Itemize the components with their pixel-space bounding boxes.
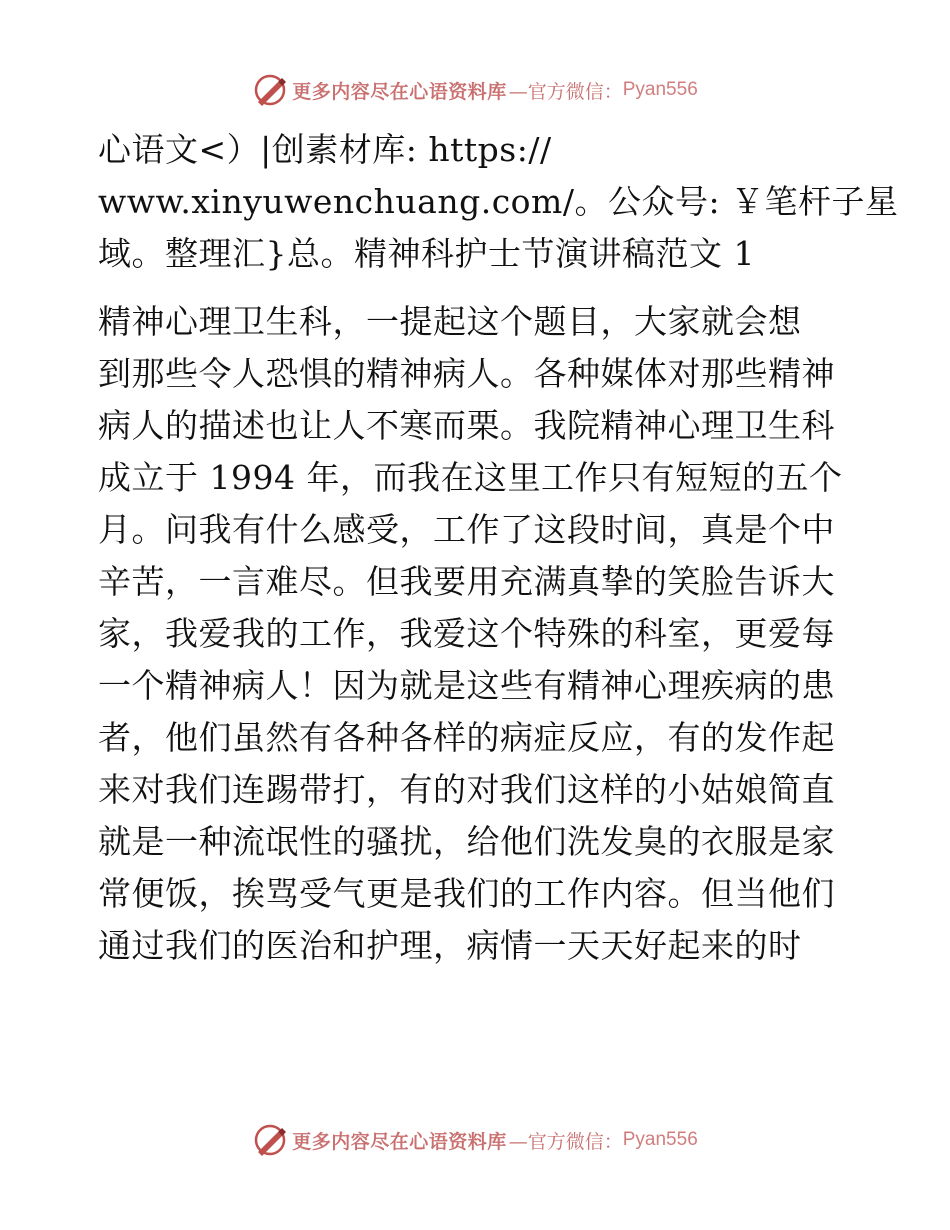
body-line: 常便饭，挨骂受气更是我们的工作内容。但当他们 — [98, 874, 835, 913]
banner-sub-text: —官方微信： — [508, 1130, 623, 1153]
banner-main-text: 更多内容尽在心语资料库 — [292, 80, 507, 103]
pen-logo-icon — [252, 72, 288, 108]
intro-line: 心语文<）|创素材库: https:// — [98, 130, 552, 169]
body-line: 一个精神病人！因为就是这些有精神心理疾病的患 — [98, 666, 835, 705]
intro-line: 域。整理汇}总。精神科护士节演讲稿范文 1 — [98, 234, 755, 273]
body-line: 辛苦，一言难尽。但我要用充满真挚的笑脸告诉大 — [98, 562, 835, 601]
body-line: 通过我们的医治和护理，病情一天天好起来的时 — [98, 926, 802, 965]
banner-wechat-id: Pyan556 — [622, 79, 698, 100]
body-line: 者，他们虽然有各种各样的病症反应，有的发作起 — [98, 718, 835, 757]
banner-sub-text: —官方微信： — [508, 80, 623, 103]
banner-main-text: 更多内容尽在心语资料库 — [292, 1130, 507, 1153]
body-line: 成立于 1994 年，而我在这里工作只有短短的五个 — [98, 458, 843, 497]
body-line: 家，我爱我的工作，我爱这个特殊的科室，更爱每 — [98, 614, 835, 653]
body-line: 就是一种流氓性的骚扰，给他们洗发臭的衣服是家 — [98, 822, 835, 861]
body-line: 到那些令人恐惧的精神病人。各种媒体对那些精神 — [98, 354, 835, 393]
footer-banner — [0, 1118, 950, 1162]
document-content — [98, 124, 899, 972]
header-banner — [0, 68, 950, 112]
body-line: 病人的描述也让人不寒而栗。我院精神心理卫生科 — [98, 406, 835, 445]
banner-wechat-id: Pyan556 — [622, 1129, 698, 1150]
body-line: 月。问我有什么感受，工作了这段时间，真是个中 — [98, 510, 835, 549]
pen-logo-icon — [252, 1122, 288, 1158]
intro-line: www.xinyuwenchuang.com/。公众号: ￥笔杆子星 — [98, 182, 899, 221]
body-line: 精神心理卫生科，一提起这个题目，大家就会想 — [98, 302, 802, 341]
body-line: 来对我们连踢带打，有的对我们这样的小姑娘简直 — [98, 770, 835, 809]
